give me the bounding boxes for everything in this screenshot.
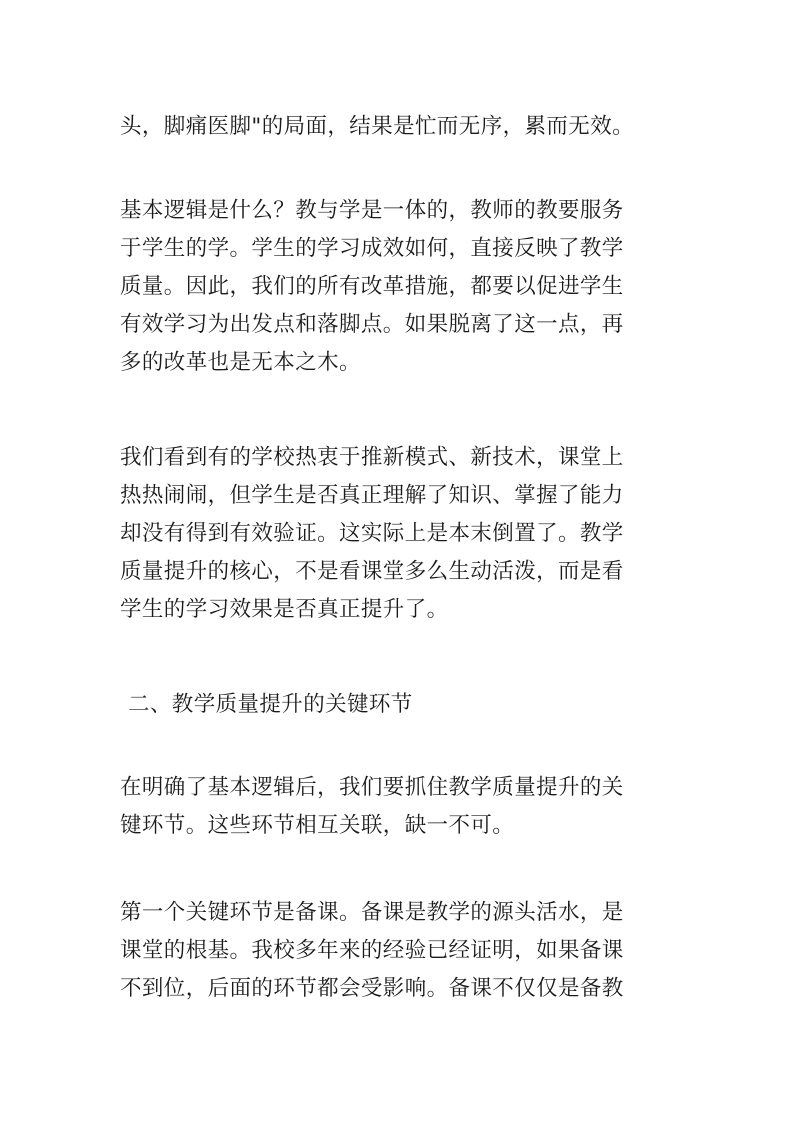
paragraph-4 (120, 769, 680, 845)
text-line: 头，脚痛医脚"的局面，结果是忙而无序，累而无效。 (120, 114, 634, 139)
text-line: 课堂的根基。我校多年来的经验已经证明，如果备课 (120, 938, 624, 963)
text-line: 质量。因此，我们的所有改革措施，都要以促进学生 (120, 274, 624, 299)
text-line: 却没有得到有效验证。这实际上是本末倒置了。教学 (120, 521, 624, 546)
paragraph-3 (120, 439, 680, 629)
text-line: 在明确了基本逻辑后，我们要抓住教学质量提升的关 (120, 775, 624, 800)
text-line: 基本逻辑是什么？教与学是一体的，教师的教要服务 (120, 198, 624, 223)
text-line: 于学生的学。学生的学习成效如何，直接反映了教学 (120, 236, 624, 261)
text-line: 有效学习为出发点和落脚点。如果脱离了这一点，再 (120, 312, 624, 337)
section-heading-text: 二、教学质量提升的关键环节 (128, 692, 413, 717)
text-line: 学生的学习效果是否真正提升了。 (120, 597, 449, 622)
text-line: 第一个关键环节是备课。备课是教学的源头活水，是 (120, 900, 624, 925)
section-heading (128, 686, 688, 724)
paragraph-5 (120, 894, 680, 1008)
paragraph-2 (120, 192, 680, 382)
text-line: 质量提升的核心，不是看课堂多么生动活泼，而是看 (120, 559, 624, 584)
paragraph-1 (120, 108, 680, 146)
text-line: 键环节。这些环节相互关联，缺一不可。 (120, 813, 515, 838)
text-line: 我们看到有的学校热衷于推新模式、新技术，课堂上 (120, 445, 624, 470)
text-line: 多的改革也是无本之木。 (120, 350, 361, 375)
text-line: 不到位，后面的环节都会受影响。备课不仅仅是备教 (120, 976, 624, 1001)
text-line: 热热闹闹，但学生是否真正理解了知识、掌握了能力 (120, 483, 624, 508)
